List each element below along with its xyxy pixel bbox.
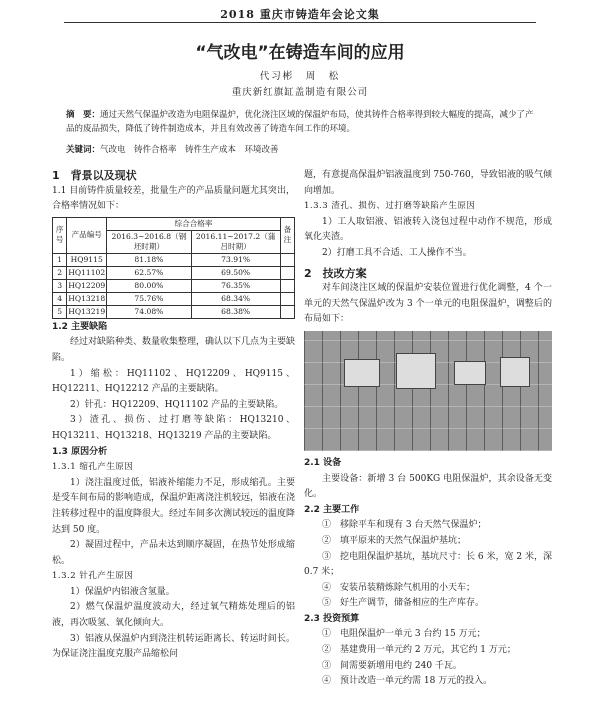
- table-cell: 1: [53, 253, 67, 266]
- table-cell: [280, 253, 294, 266]
- table-cell: 74.08%: [107, 305, 191, 318]
- table-header-cell: 序号: [53, 217, 67, 253]
- furnace-shape: [344, 359, 380, 387]
- paragraph: 2）打磨工具不合适、工人操作不当。: [322, 247, 472, 258]
- subsection-heading: 2.2 主要工作: [304, 504, 360, 515]
- table-cell: HQ13218: [67, 292, 107, 305]
- list-item: ② 填平原来的天然气保温炉基坑；: [322, 535, 467, 546]
- table-row: [53, 253, 295, 266]
- paragraph: 题，有意提高保温炉铝液温度到 750-760，导致铝液的吸气倾向增加。: [304, 170, 552, 196]
- section-heading: 2 技改方案: [304, 266, 367, 280]
- layout-photo: [304, 331, 552, 451]
- table-cell: 68.34%: [191, 292, 280, 305]
- list-item: ③ 间需要新增用电约 240 千瓦。: [322, 660, 462, 671]
- table-row: [53, 292, 295, 305]
- authors: 代习彬 周 松: [259, 71, 341, 82]
- table-cell: [280, 279, 294, 292]
- subsubsection-heading: 1.3.2 针孔产生原因: [52, 571, 134, 582]
- affiliation: 重庆新红旗缸盖制造有限公司: [231, 87, 369, 98]
- subsubsection-heading: 1.3.1 缩孔产生原因: [52, 462, 134, 473]
- table-header-cell: 综合合格率: [107, 217, 281, 230]
- paragraph: 对车间浇注区域的保温炉安装位置进行优化调整，4 个一单元的天然气保温炉改为 3 个一单元的电阻保温炉，调整后的布局如下：: [304, 283, 552, 325]
- paper-title: “气改电”在铸造车间的应用: [195, 43, 405, 63]
- list-item: ② 基建费用一单元约 2 万元，其它约 1 万元；: [322, 645, 516, 656]
- table-cell: 62.57%: [107, 266, 191, 279]
- table-row: [53, 305, 295, 318]
- paragraph: 1）工人取铝液、铝液转入浇包过程中动作不规范，形成氧化夹渣。: [304, 216, 552, 243]
- table-row: [53, 279, 295, 292]
- table-cell: 5: [53, 305, 67, 318]
- table-cell: HQ12209: [67, 279, 107, 292]
- table-cell: 2: [53, 266, 67, 279]
- paragraph: 3）铝液从保温炉内到浇注机转运距离长、转运时间长。为保证浇注温度克服产品缩松问: [52, 633, 295, 660]
- paragraph: 1）浇注温度过低，铝液补缩能力不足，形成缩孔。主要是受车间布局的影响造成，保温炉距离浇注机较远，铝液在浇注转移过程中的温度降很大。经过车间多次测试较远的温度降达到 50 度。: [52, 477, 296, 535]
- table-cell: 76.35%: [191, 279, 280, 292]
- paragraph: 2）针孔：HQ12209、HQ11102 产品的主要缺陷。: [70, 399, 284, 410]
- header-rule: [64, 22, 536, 23]
- paragraph: 1）保温炉内铝液含氢量。: [70, 586, 175, 597]
- keywords-text: 气改电 铸件合格率 铸件生产成本 环境改善: [100, 145, 279, 155]
- keywords-label: 关键词：: [66, 145, 101, 155]
- running-header: 2018 重庆市铸造年会论文集: [220, 8, 380, 21]
- table-cell: 75.76%: [107, 292, 191, 305]
- furnace-shape: [396, 353, 436, 389]
- table-cell: 3: [53, 279, 67, 292]
- right-column: [304, 168, 552, 690]
- table-header-cell: 产品编号: [67, 217, 107, 253]
- paragraph: 2）凝固过程中，产品未达到顺序凝固，在热节处形成缩松。: [52, 540, 295, 566]
- paragraph: 主要设备：新增 3 台 500KG 电阻保温炉，其余设备无变化。: [304, 473, 552, 500]
- photo-texture: [304, 331, 552, 451]
- subsection-heading: 1.2 主要缺陷: [52, 321, 108, 332]
- table-header-cell: 2016.11~2017.2（蒲吕时期）: [191, 230, 280, 253]
- abstract: [66, 108, 534, 136]
- list-item: ④ 安装吊装精炼除气机用的小天车；: [322, 582, 476, 593]
- subsection-heading: 2.3 投资预算: [304, 613, 360, 624]
- table-cell: 68.38%: [191, 305, 280, 318]
- table-cell: [280, 266, 294, 279]
- table-cell: [280, 305, 294, 318]
- abstract-label: 摘 要：: [66, 110, 101, 120]
- furnace-shape: [500, 357, 530, 387]
- subsubsection-heading: 1.3.3 渣孔、损伤、过打磨等缺陷产生原因: [304, 201, 476, 212]
- paragraph: 经过对缺陷种类、数量收集整理，确认以下几点为主要缺陷。: [52, 337, 296, 363]
- table-cell: 81.18%: [107, 253, 191, 266]
- subsection-heading: 1.3 原因分析: [52, 446, 108, 457]
- keywords: [66, 143, 534, 157]
- section-heading: 1 背景以及现状: [52, 169, 137, 182]
- table-cell: 69.50%: [191, 266, 280, 279]
- list-item: ⑤ 好生产调节，储备相应的生产库存。: [322, 598, 485, 609]
- abstract-text: 通过天然气保温炉改造为电阻保温炉，优化浇注区域的保温炉布局，使其铸件合格率得到较大幅度的提高，减少了产品的废品损失，降低了铸件制造成本，并且有效改善了铸造车间工作的环境。: [66, 110, 534, 134]
- table-row: [53, 266, 295, 279]
- list-item: ① 电阻保温炉一单元 3 台约 15 万元；: [322, 629, 486, 640]
- table-cell: HQ9115: [67, 253, 107, 266]
- subsection-heading: 2.1 设备: [304, 457, 342, 468]
- table-header-cell: 2016.3~2016.8（钢坯时期）: [107, 230, 191, 253]
- list-item: ① 移除平车和现有 3 台天然气保温炉；: [322, 520, 487, 531]
- paragraph: 2）燃气保温炉温度波动大，经过氧气精炼处理后的铝液，再次吸氢、氧化倾向大。: [52, 602, 295, 629]
- list-item: ③ 挖电阻保温炉基坑，基坑尺寸：长 6 米，宽 2 米，深 0.7 米；: [304, 551, 552, 578]
- table-cell: 73.91%: [191, 253, 280, 266]
- table-cell: 4: [53, 292, 67, 305]
- list-item: ④ 预计改造一单元约需 18 万元的投入。: [322, 676, 493, 687]
- table-cell: HQ13219: [67, 305, 107, 318]
- pass-rate-table: [52, 217, 295, 319]
- table-cell: 80.00%: [107, 279, 191, 292]
- paragraph: 3）渣孔、损伤、过打磨等缺陷：HQ13210、HQ13211、HQ13218、HQ13219 产品的主要缺陷。: [52, 415, 295, 441]
- table-cell: [280, 292, 294, 305]
- paragraph: 1.1 目前铸件质量较差，批量生产的产品质量问题尤其突出，合格率情况如下：: [52, 185, 295, 212]
- table-header-cell: 备注: [280, 217, 294, 253]
- paragraph: 1）缩松：HQ11102、HQ12209、HQ9115、HQ12211、HQ12212 产品的主要缺陷。: [52, 368, 295, 395]
- table-cell: HQ11102: [67, 266, 107, 279]
- furnace-shape: [454, 361, 486, 385]
- left-column: [52, 168, 295, 663]
